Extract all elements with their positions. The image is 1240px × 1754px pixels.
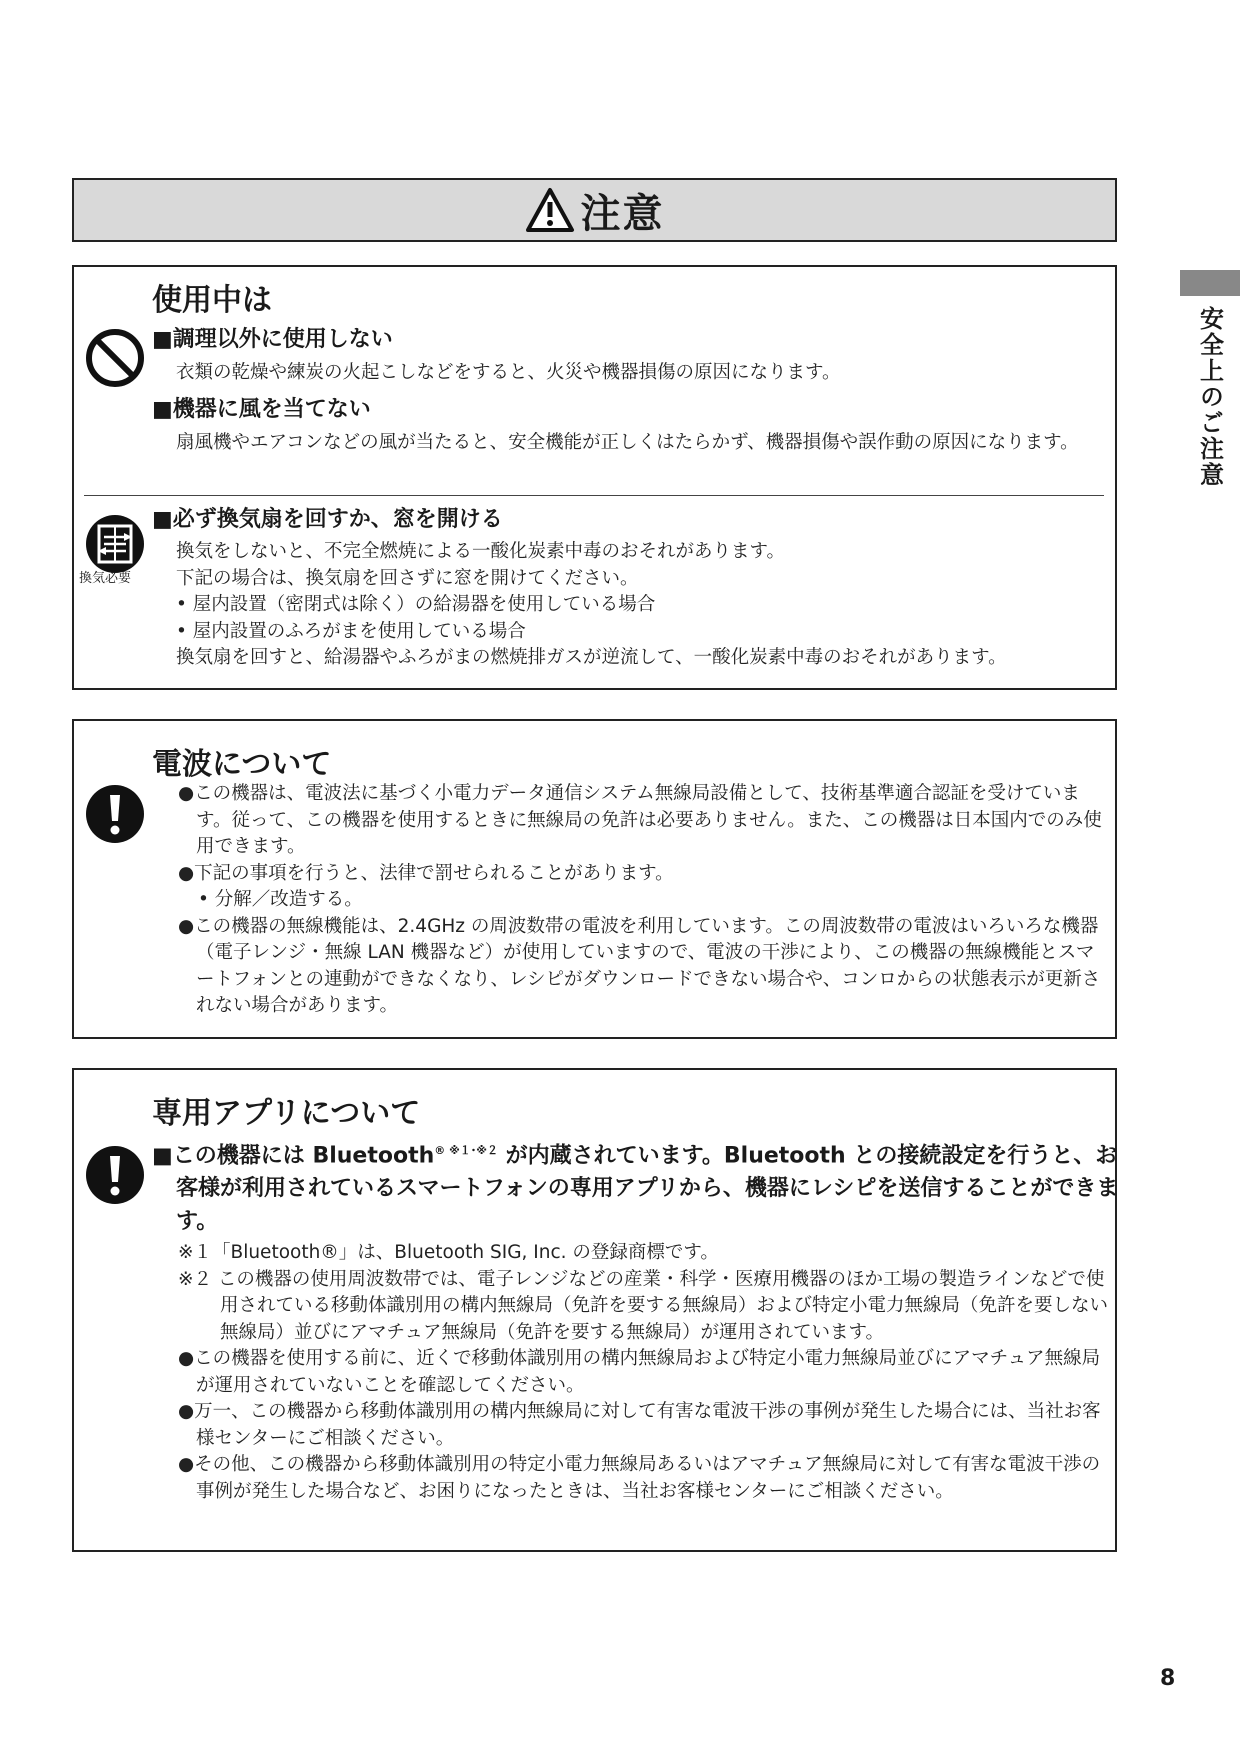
heading-part: が内蔵されています。Bluetooth との接続設定を行うと、お客様が利用されているスマートフォンの専用アプリから、機器にレシピを送信することができます。 bbox=[176, 1143, 1119, 1235]
text-line: 換気扇を回すと、給湯器やふろがまの燃焼排ガスが逆流して、一酸化炭素中毒のおそれがあります。 bbox=[176, 647, 1007, 668]
mandatory-exclamation-icon bbox=[84, 783, 146, 845]
text-line: • 屋内設置のふろがまを使用している場合 bbox=[176, 620, 526, 642]
text-line: 下記の場合は、換気扇を回さずに窓を開けてください。 bbox=[176, 567, 639, 589]
heading-superscript: ® ※１･※２ bbox=[434, 1144, 498, 1157]
ventilation-icon-label: 換気必要 bbox=[79, 571, 132, 586]
side-section-label: 安全上のご注意 bbox=[1195, 306, 1224, 488]
section-title: 専用アプリについて bbox=[152, 1096, 421, 1131]
section-divider bbox=[84, 495, 1104, 496]
section-title: 使用中は bbox=[152, 283, 272, 318]
section-title: 電波について bbox=[152, 747, 332, 782]
bullet-text: ●この機器の無線機能は、2.4GHz の周波数帯の電波を利用しています。この周波数帯の電波はいろいろな機器（電子レンジ・無線 LAN 機器など）が使用していますので、電波の干渉により、この機器の無線機能とスマートフォンとの連動ができなくなり、レシピがダウンロードできない場合や、コンロからの状態表示が更新されない場合があります。 bbox=[178, 915, 1101, 1016]
prohibition-icon bbox=[84, 327, 146, 389]
footnote-text: ※１「Bluetooth®」は、Bluetooth SIG, Inc. の登録商標です。 bbox=[178, 1242, 719, 1263]
footnote-text: ※２ この機器の使用周波数帯では、電子レンジなどの産業・科学・医療用機器のほか工場の製造ラインなどで使用されている移動体識別用の構内無線局（免許を要する無線局）および特定小電力無線局（免許を要しない無線局）並びにアマチュア無線局（免許を要する無線局）が運用されています。 bbox=[178, 1268, 1109, 1343]
item-heading: ■必ず換気扇を回すか、窓を開ける bbox=[152, 507, 503, 532]
item-text-block bbox=[176, 539, 1106, 672]
item-heading: ■調理以外に使用しない bbox=[152, 327, 393, 352]
warning-triangle-icon bbox=[525, 187, 575, 233]
text-line: • 屋内設置（密閉式は除く）の給湯器を使用している場合 bbox=[176, 594, 656, 615]
text-line: 換気をしないと、不完全燃焼による一酸化炭素中毒のおそれがあります。 bbox=[176, 541, 786, 562]
bullet-text: ●この機器は、電波法に基づく小電力データ通信システム無線局設備として、技術基準適合認証を受けています。従って、この機器を使用するときに無線局の免許は必要ありません。また、この機器は日本国内でのみ使用できます。 bbox=[178, 783, 1102, 857]
mandatory-exclamation-icon bbox=[84, 1144, 146, 1206]
bullet-text: ●下記の事項を行うと、法律で罰せられることがあります。 bbox=[178, 862, 674, 884]
section-body bbox=[178, 1240, 1108, 1505]
bullet-text: ●この機器を使用する前に、近くで移動体識別用の構内無線局および特定小電力無線局並びにアマチュア無線局が運用されていないことを確認してください。 bbox=[178, 1348, 1101, 1396]
bullet-text: ●万一、この機器から移動体識別用の構内無線局に対して有害な電波干渉の事例が発生した場合には、当社お客様センターにご相談ください。 bbox=[178, 1401, 1101, 1449]
item-heading: ■機器に風を当てない bbox=[152, 397, 371, 422]
app-heading bbox=[152, 1134, 1136, 1238]
item-text: 衣類の乾燥や練炭の火起こしなどをすると、火災や機器損傷の原因になります。 bbox=[176, 362, 841, 383]
caution-banner bbox=[72, 178, 1117, 242]
section-dedicated-app bbox=[72, 1068, 1117, 1552]
section-body bbox=[178, 781, 1108, 1020]
banner-title: 注意 bbox=[580, 190, 665, 237]
section-radio-waves bbox=[72, 719, 1117, 1039]
ventilation-fan-icon bbox=[84, 513, 146, 575]
sub-bullet-text: • 分解／改造する。 bbox=[198, 889, 363, 910]
side-tab-marker bbox=[1180, 270, 1240, 296]
item-text: 扇風機やエアコンなどの風が当たると、安全機能が正しくはたらかず、機器損傷や誤作動の原因になります。 bbox=[176, 432, 1079, 453]
section-in-use bbox=[72, 265, 1117, 690]
bullet-text: ●その他、この機器から移動体識別用の特定小電力無線局あるいはアマチュア無線局に対して有害な電波干渉の事例が発生した場合など、お困りになったときは、当社お客様センターにご相談ください。 bbox=[178, 1454, 1101, 1502]
page-number: 8 bbox=[1160, 1666, 1176, 1691]
heading-part: ■この機器には Bluetooth bbox=[152, 1143, 435, 1169]
